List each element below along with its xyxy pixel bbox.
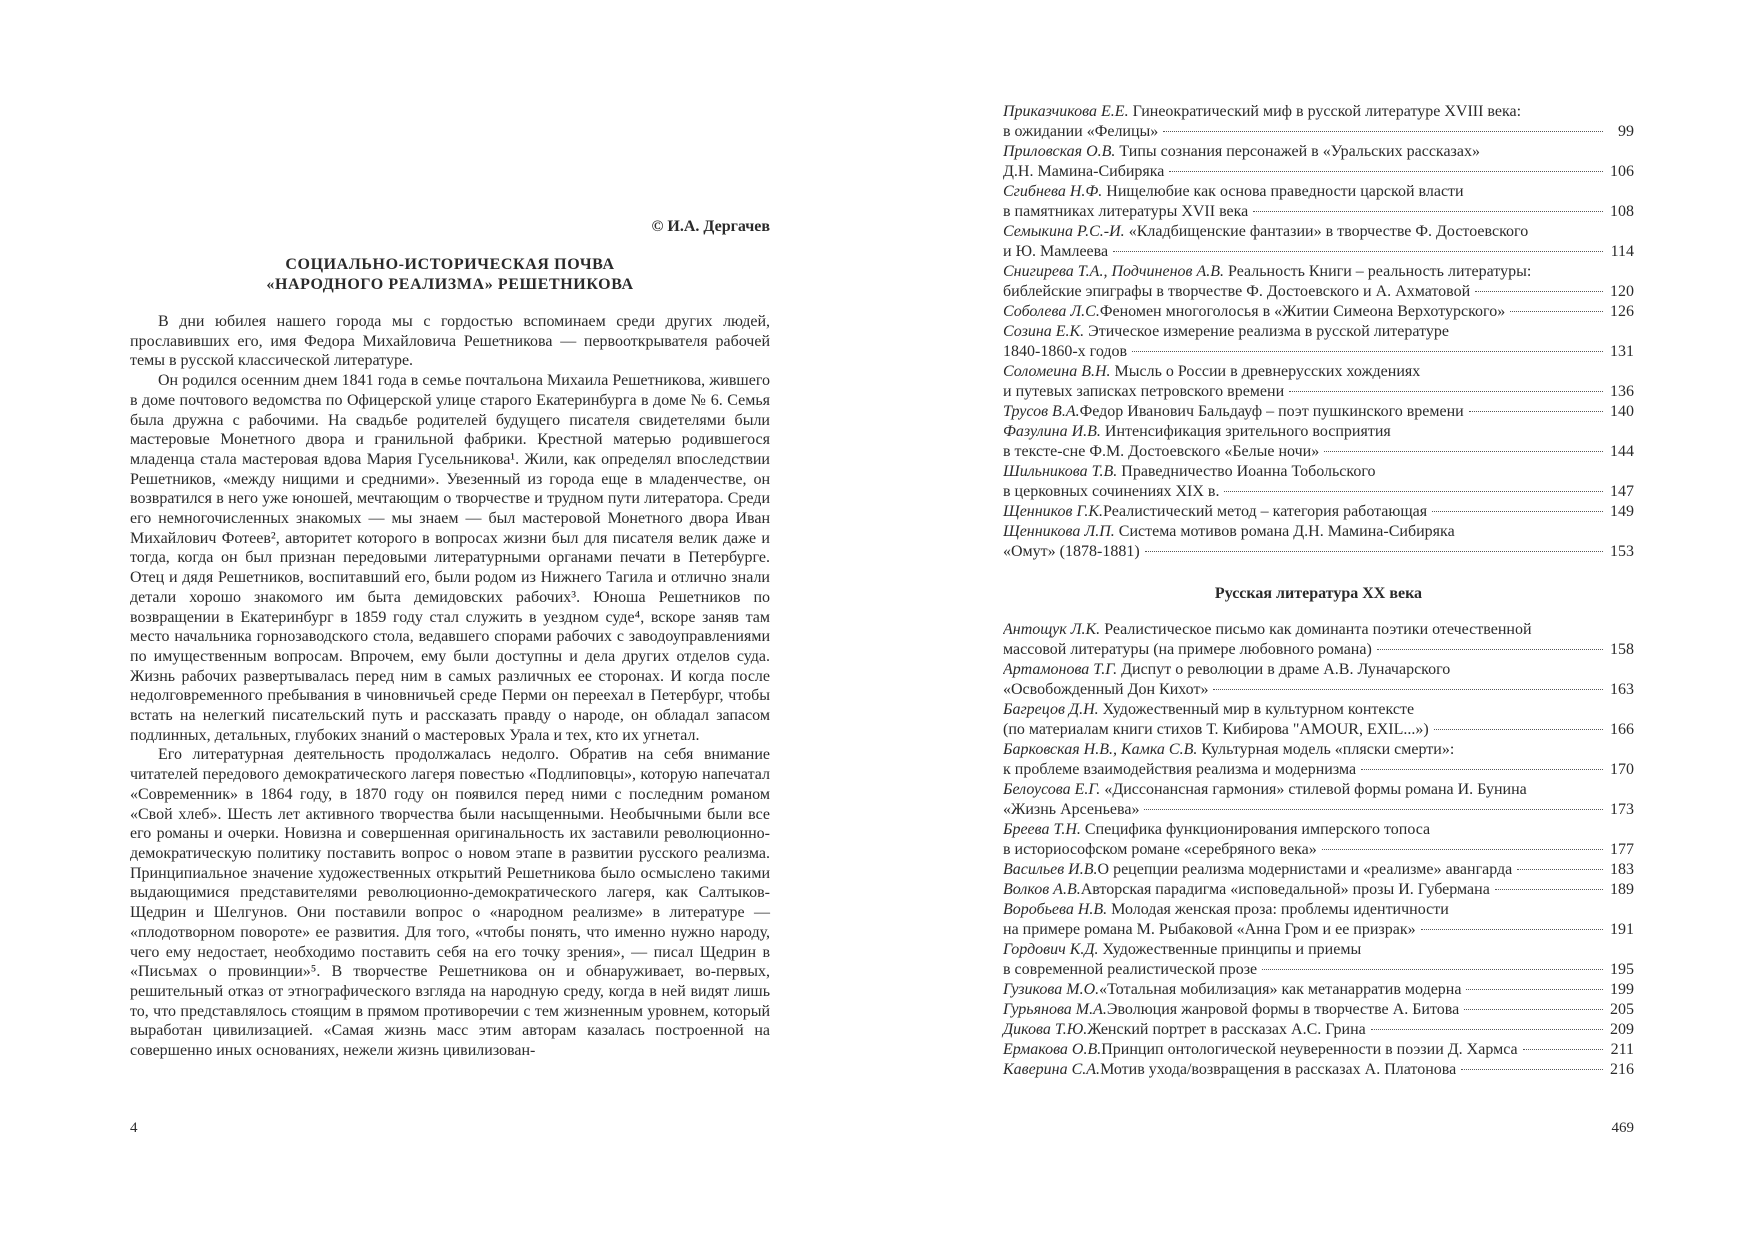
toc-leader-dots bbox=[1475, 291, 1603, 292]
toc-leader-dots bbox=[1495, 889, 1603, 890]
toc-title-line-1: Культурная модель «пляски смерти»: bbox=[1197, 741, 1455, 758]
table-of-contents-part-2 bbox=[1003, 620, 1634, 1080]
toc-entry bbox=[1003, 820, 1634, 860]
toc-author: Артамонова Т.Г. bbox=[1003, 661, 1118, 678]
toc-author: Трусов В.А. bbox=[1003, 403, 1080, 420]
toc-title-line-1: Реальность Книги – реальность литературы: bbox=[1224, 263, 1532, 280]
toc-entry bbox=[1003, 502, 1634, 522]
toc-title-line-1: Художественный мир в культурном контексте bbox=[1098, 701, 1415, 718]
toc-entry bbox=[1003, 660, 1634, 700]
toc-author: Ермакова О.В. bbox=[1003, 1041, 1102, 1058]
toc-leader-dots bbox=[1163, 131, 1603, 132]
toc-title-line-2: Мотив ухода/возвращения в рассказах А. Платонова bbox=[1100, 1061, 1457, 1078]
toc-page-number: 140 bbox=[1610, 403, 1634, 420]
table-of-contents-part-1 bbox=[1003, 102, 1634, 562]
toc-leader-dots bbox=[1523, 1049, 1603, 1050]
toc-leader-dots bbox=[1144, 809, 1603, 810]
toc-title-line-2: в ожидании «Фелицы» bbox=[1003, 123, 1159, 140]
toc-title-line-1: Нищелюбие как основа праведности царской власти bbox=[1102, 183, 1464, 200]
toc-entry bbox=[1003, 1040, 1634, 1060]
article-author: © И.А. Дергачев bbox=[651, 218, 770, 235]
toc-entry bbox=[1003, 362, 1634, 402]
article-title-line-1: СОЦИАЛЬНО-ИСТОРИЧЕСКАЯ ПОЧВА bbox=[285, 256, 615, 273]
toc-title-line-2: Женский портрет в рассказах А.С. Грина bbox=[1087, 1021, 1366, 1038]
toc-title-line-1: «Диссонансная гармония» стилевой формы романа И. Бунина bbox=[1100, 781, 1527, 798]
toc-author: Гузикова М.О. bbox=[1003, 981, 1100, 998]
toc-page-number: 149 bbox=[1610, 503, 1634, 520]
toc-title-line-2: в историософском романе «серебряного века» bbox=[1003, 841, 1317, 858]
toc-author: Щенников Г.К. bbox=[1003, 503, 1104, 520]
toc-title-line-2: (по материалам книги стихов Т. Кибирова "AMOUR, EXIL...») bbox=[1003, 721, 1429, 738]
toc-entry bbox=[1003, 302, 1634, 322]
toc-page-number: 147 bbox=[1610, 483, 1634, 500]
toc-entry bbox=[1003, 522, 1634, 562]
toc-page-number: 205 bbox=[1610, 1001, 1634, 1018]
toc-author: Соболева Л.С. bbox=[1003, 303, 1100, 320]
toc-leader-dots bbox=[1322, 849, 1603, 850]
paragraph: В дни юбилея нашего города мы с гордостью вспоминаем среди других людей, прославивших его, имя Федора Михайловича Решетникова — первооткрывателя рабочей темы в русской классической литературе. bbox=[130, 313, 770, 370]
toc-title-line-1: Мысль о России в древнерусских хождениях bbox=[1110, 363, 1421, 380]
toc-page-number: 183 bbox=[1610, 861, 1634, 878]
article-title-line-2: «НАРОДНОГО РЕАЛИЗМА» РЕШЕТНИКОВА bbox=[266, 276, 634, 293]
toc-author: Васильев И.В. bbox=[1003, 861, 1098, 878]
page-number-left: 4 bbox=[130, 1120, 138, 1136]
toc-title-line-1: Интенсификация зрительного восприятия bbox=[1100, 423, 1391, 440]
toc-leader-dots bbox=[1371, 1029, 1603, 1030]
toc-entry bbox=[1003, 182, 1634, 222]
toc-title-line-2: к проблеме взаимодействия реализма и модернизма bbox=[1003, 761, 1357, 778]
toc-author: Гурьянова М.А. bbox=[1003, 1001, 1107, 1018]
toc-title-line-2: в современной реалистической прозе bbox=[1003, 961, 1258, 978]
toc-leader-dots bbox=[1213, 689, 1603, 690]
toc-title-line-2: и Ю. Мамлеева bbox=[1003, 243, 1109, 260]
toc-title-line-2: Авторская парадигма «исповедальной» прозы И. Губермана bbox=[1080, 881, 1490, 898]
section-heading: Русская литература XX века bbox=[1214, 585, 1423, 602]
toc-entry bbox=[1003, 222, 1634, 262]
toc-page-number: 163 bbox=[1610, 681, 1634, 698]
toc-author: Приказчикова Е.Е. bbox=[1003, 103, 1129, 120]
toc-page-number: 189 bbox=[1610, 881, 1634, 898]
toc-leader-dots bbox=[1464, 1009, 1603, 1010]
toc-entry bbox=[1003, 620, 1634, 660]
toc-title-line-2: библейские эпиграфы в творчестве Ф. Достоевского и А. Ахматовой bbox=[1003, 283, 1471, 300]
toc-page-number: 153 bbox=[1610, 543, 1634, 560]
toc-title-line-2: в церковных сочинениях XIX в. bbox=[1003, 483, 1220, 500]
toc-entry bbox=[1003, 462, 1634, 502]
toc-author: Багрецов Д.Н. bbox=[1003, 701, 1099, 718]
toc-title-line-2: Федор Иванович Бальдауф – поэт пушкинского времени bbox=[1079, 403, 1464, 420]
toc-entry bbox=[1003, 780, 1634, 820]
toc-author: Семыкина Р.С.-И. bbox=[1003, 223, 1125, 240]
toc-author: Фазулина И.В. bbox=[1003, 423, 1101, 440]
toc-entry bbox=[1003, 262, 1634, 302]
toc-title-line-1: Специфика функционирования имперского топоса bbox=[1080, 821, 1431, 838]
toc-leader-dots bbox=[1169, 171, 1603, 172]
toc-author: Антощук Л.К. bbox=[1003, 621, 1101, 638]
toc-entry bbox=[1003, 422, 1634, 462]
toc-title-line-2: Принцип онтологической неуверенности в поэзии Д. Хармса bbox=[1101, 1041, 1518, 1058]
toc-leader-dots bbox=[1113, 251, 1603, 252]
toc-author: Шильникова Т.В. bbox=[1003, 463, 1118, 480]
toc-title-line-1: Реалистическое письмо как доминанта поэтики отечественной bbox=[1100, 621, 1532, 638]
toc-title-line-2: Реалистический метод – категория работающая bbox=[1103, 503, 1428, 520]
paragraph: Он родился осенним днем 1841 года в семье почтальона Михаила Решетникова, жившего в доме почтового ведомства по Офицерской улице старого Екатеринбурга в доме № 6. Семья была дружна с рабочими. На свадьбе родителей будущего писателя свидетелями были мастеровые Монетного двора и гранильной фабрики. Крестной матерью родившегося младенца стала мастеровая вдова Мария Гусельникова¹. Жили, как определял впоследствии Решетников, «между нищими и средними». Увезенный из города еще в младенчестве, он возвратился в него уже юношей, мечтающим о творчестве и трудном пути литератора. Среди его немногочисленных знакомых — мы знаем — был мастеровой Монетного двора Иван Михайлович Фотеев², авторитет которого в вопросах жизни был для писателя велик даже и тогда, когда он был признан передовыми литературными органами печати в Петербурге. Отец и дядя Решетников, воспитавший его, были родом из Нижнего Тагила и отлично знали детали хорошо знакомого им быта демидовских рабочих³. Юноша Решетников по возвращении в Екатеринбург в 1859 году стал служить в уездном суде⁴, вскоре заняв там место начальника горнозаводского стола, ведавшего спорами рабочих с заводоуправлениями по имущественным вопросам. Впрочем, ему были доступны и дела других отделов суда. Жизнь рабочих развертывалась перед ним в самых различных ее сторонах. И когда после недолговременного пребывания в чиновничьей среде Перми он переехал в Петербург, чтобы встать на нелегкий писательский путь и рассказать правду о народе, он обладал запасом подлинных, детальных, глубоких знаний о мастеровых Урала и тех, кто их угнетал. bbox=[130, 372, 770, 744]
toc-page-number: 158 bbox=[1610, 641, 1634, 658]
toc-title-line-2: на примере романа М. Рыбаковой «Анна Гром и ее призрак» bbox=[1003, 921, 1416, 938]
toc-title-line-1: Диспут о революции в драме А.В. Луначарского bbox=[1117, 661, 1451, 678]
toc-author: Каверина С.А. bbox=[1003, 1061, 1101, 1078]
toc-entry bbox=[1003, 900, 1634, 940]
toc-entry bbox=[1003, 740, 1634, 780]
toc-title-line-1: Типы сознания персонажей в «Уральских рассказах» bbox=[1115, 143, 1480, 160]
toc-title-line-1: Этическое измерение реализма в русской литературе bbox=[1084, 323, 1449, 340]
toc-author: Щенникова Л.П. bbox=[1003, 523, 1115, 540]
toc-title-line-2: «Освобожденный Дон Кихот» bbox=[1003, 681, 1209, 698]
right-page bbox=[1003, 0, 1634, 1241]
toc-entry bbox=[1003, 102, 1634, 142]
article-title bbox=[130, 255, 770, 295]
toc-entry bbox=[1003, 860, 1634, 880]
toc-page-number: 199 bbox=[1610, 981, 1634, 998]
toc-entry bbox=[1003, 322, 1634, 362]
toc-entry bbox=[1003, 880, 1634, 900]
toc-leader-dots bbox=[1421, 929, 1603, 930]
toc-page-number: 209 bbox=[1610, 1021, 1634, 1038]
toc-leader-dots bbox=[1469, 411, 1603, 412]
toc-leader-dots bbox=[1324, 451, 1603, 452]
toc-leader-dots bbox=[1224, 491, 1603, 492]
toc-leader-dots bbox=[1466, 989, 1603, 990]
toc-entry bbox=[1003, 700, 1634, 740]
toc-title-line-2: Д.Н. Мамина-Сибиряка bbox=[1003, 163, 1165, 180]
toc-title-line-2: в тексте-сне Ф.М. Достоевского «Белые ночи» bbox=[1003, 443, 1320, 460]
toc-author: Соломеина В.Н. bbox=[1003, 363, 1111, 380]
toc-leader-dots bbox=[1377, 649, 1603, 650]
toc-title-line-2: в памятниках литературы XVII века bbox=[1003, 203, 1249, 220]
toc-author: Барковская Н.В., Камка С.В. bbox=[1003, 741, 1198, 758]
toc-author: Бреева Т.Н. bbox=[1003, 821, 1081, 838]
toc-leader-dots bbox=[1132, 351, 1603, 352]
toc-page-number: 99 bbox=[1618, 123, 1634, 140]
toc-leader-dots bbox=[1253, 211, 1603, 212]
toc-page-number: 136 bbox=[1610, 383, 1634, 400]
toc-leader-dots bbox=[1517, 869, 1603, 870]
toc-leader-dots bbox=[1262, 969, 1603, 970]
toc-author: Белоусова Е.Г. bbox=[1003, 781, 1101, 798]
toc-title-line-2: и путевых записках петровского времени bbox=[1003, 383, 1285, 400]
toc-author: Волков А.В. bbox=[1003, 881, 1081, 898]
left-page bbox=[130, 0, 770, 1241]
toc-leader-dots bbox=[1145, 551, 1603, 552]
toc-entry bbox=[1003, 940, 1634, 980]
toc-leader-dots bbox=[1510, 311, 1603, 312]
toc-author: Дикова Т.Ю. bbox=[1003, 1021, 1088, 1038]
toc-page-number: 131 bbox=[1610, 343, 1634, 360]
toc-leader-dots bbox=[1361, 769, 1603, 770]
toc-entry bbox=[1003, 402, 1634, 422]
toc-page-number: 120 bbox=[1610, 283, 1634, 300]
toc-author: Воробьева Н.В. bbox=[1003, 901, 1108, 918]
toc-title-line-1: Молодая женская проза: проблемы идентичности bbox=[1107, 901, 1449, 918]
toc-page-number: 126 bbox=[1610, 303, 1634, 320]
toc-title-line-1: Праведничество Иоанна Тобольского bbox=[1117, 463, 1376, 480]
toc-title-line-1: Художественные принципы и приемы bbox=[1098, 941, 1362, 958]
toc-title-line-1: «Кладбищенские фантазии» в творчестве Ф. Достоевского bbox=[1124, 223, 1529, 240]
toc-leader-dots bbox=[1434, 729, 1603, 730]
toc-title-line-2: 1840-1860-х годов bbox=[1003, 343, 1128, 360]
toc-entry bbox=[1003, 1060, 1634, 1080]
toc-page-number: 195 bbox=[1610, 961, 1634, 978]
toc-title-line-1: Система мотивов романа Д.Н. Мамина-Сибиряка bbox=[1114, 523, 1455, 540]
toc-title-line-1: Гинеократический миф в русской литературе XVIII века: bbox=[1128, 103, 1522, 120]
toc-title-line-2: Эволюция жанровой формы в творчестве А. Битова bbox=[1106, 1001, 1460, 1018]
toc-leader-dots bbox=[1289, 391, 1603, 392]
toc-page-number: 170 bbox=[1610, 761, 1634, 778]
toc-page-number: 108 bbox=[1610, 203, 1634, 220]
toc-title-line-2: О рецепции реализма модернистами и «реализме» авангарда bbox=[1097, 861, 1513, 878]
toc-entry bbox=[1003, 980, 1634, 1000]
page-number-right: 469 bbox=[1611, 1120, 1634, 1136]
toc-title-line-2: «Жизнь Арсеньева» bbox=[1003, 801, 1140, 818]
toc-author: Гордович К.Д. bbox=[1003, 941, 1099, 958]
toc-title-line-2: «Тотальная мобилизация» как метанарратив модерна bbox=[1099, 981, 1462, 998]
toc-page-number: 144 bbox=[1610, 443, 1634, 460]
toc-author: Снигирева Т.А., Подчиненов А.В. bbox=[1003, 263, 1224, 280]
toc-author: Сгибнева Н.Ф. bbox=[1003, 183, 1103, 200]
toc-title-line-2: массовой литературы (на примере любовного романа) bbox=[1003, 641, 1372, 658]
toc-page-number: 106 bbox=[1610, 163, 1634, 180]
toc-author: Приловская О.В. bbox=[1003, 143, 1116, 160]
toc-entry bbox=[1003, 1020, 1634, 1040]
toc-author: Созина Е.К. bbox=[1003, 323, 1085, 340]
toc-page-number: 173 bbox=[1610, 801, 1634, 818]
article-body bbox=[130, 312, 770, 1061]
toc-title-line-2: «Омут» (1878-1881) bbox=[1003, 543, 1140, 560]
toc-page-number: 191 bbox=[1610, 921, 1634, 938]
paragraph: Его литературная деятельность продолжалась недолго. Обратив на себя внимание читателей передового демократического лагеря повестью «Подлиповцы», которую напечатал «Современник» в 1864 году, в 1870 году он появился перед ними с последним романом «Свой хлеб». Шесть лет активного творчества были насыщенными. Необычными были все его романы и очерки. Новизна и совершенная оригинальность их заставили революционно-демократическую политику поставить вопрос о новом этапе в развитии русского реализма. Принципиальное значение художественных открытий Решетникова было осмыслено такими выдающимися представителями революционно-демократического лагеря, как Салтыков-Щедрин и Шелгунов. Они поставили вопрос о «народном реализме» в литературе — «плодотворном повороте» ее развития. Для того, «чтобы понять, что именно нужно народу, чего ему недостает, необходимо поставить себя на его точку зрения», — писал Щедрин в «Письмах о провинции»⁵. В творчестве Решетникова он и обнаруживает, во-первых, решительный отказ от этнографического взгляда на народную среду, когда в ней видят лишь то, что представлялось стоящим в прямом противоречии с тем жизненным уровнем, который выработан цивилизацией. «Самая жизнь масс этим авторам казалась построенной на совершенно иных основаниях, нежели жизнь цивилизован- bbox=[130, 746, 770, 1060]
toc-entry bbox=[1003, 142, 1634, 182]
toc-page-number: 211 bbox=[1610, 1041, 1634, 1058]
toc-leader-dots bbox=[1461, 1069, 1603, 1070]
toc-page-number: 177 bbox=[1610, 841, 1634, 858]
toc-leader-dots bbox=[1432, 511, 1603, 512]
toc-page-number: 166 bbox=[1610, 721, 1634, 738]
toc-title-line-2: Феномен многоголосья в «Житии Симеона Верхотурского» bbox=[1099, 303, 1506, 320]
toc-entry bbox=[1003, 1000, 1634, 1020]
toc-page-number: 216 bbox=[1610, 1061, 1634, 1078]
toc-page-number: 114 bbox=[1610, 243, 1634, 260]
